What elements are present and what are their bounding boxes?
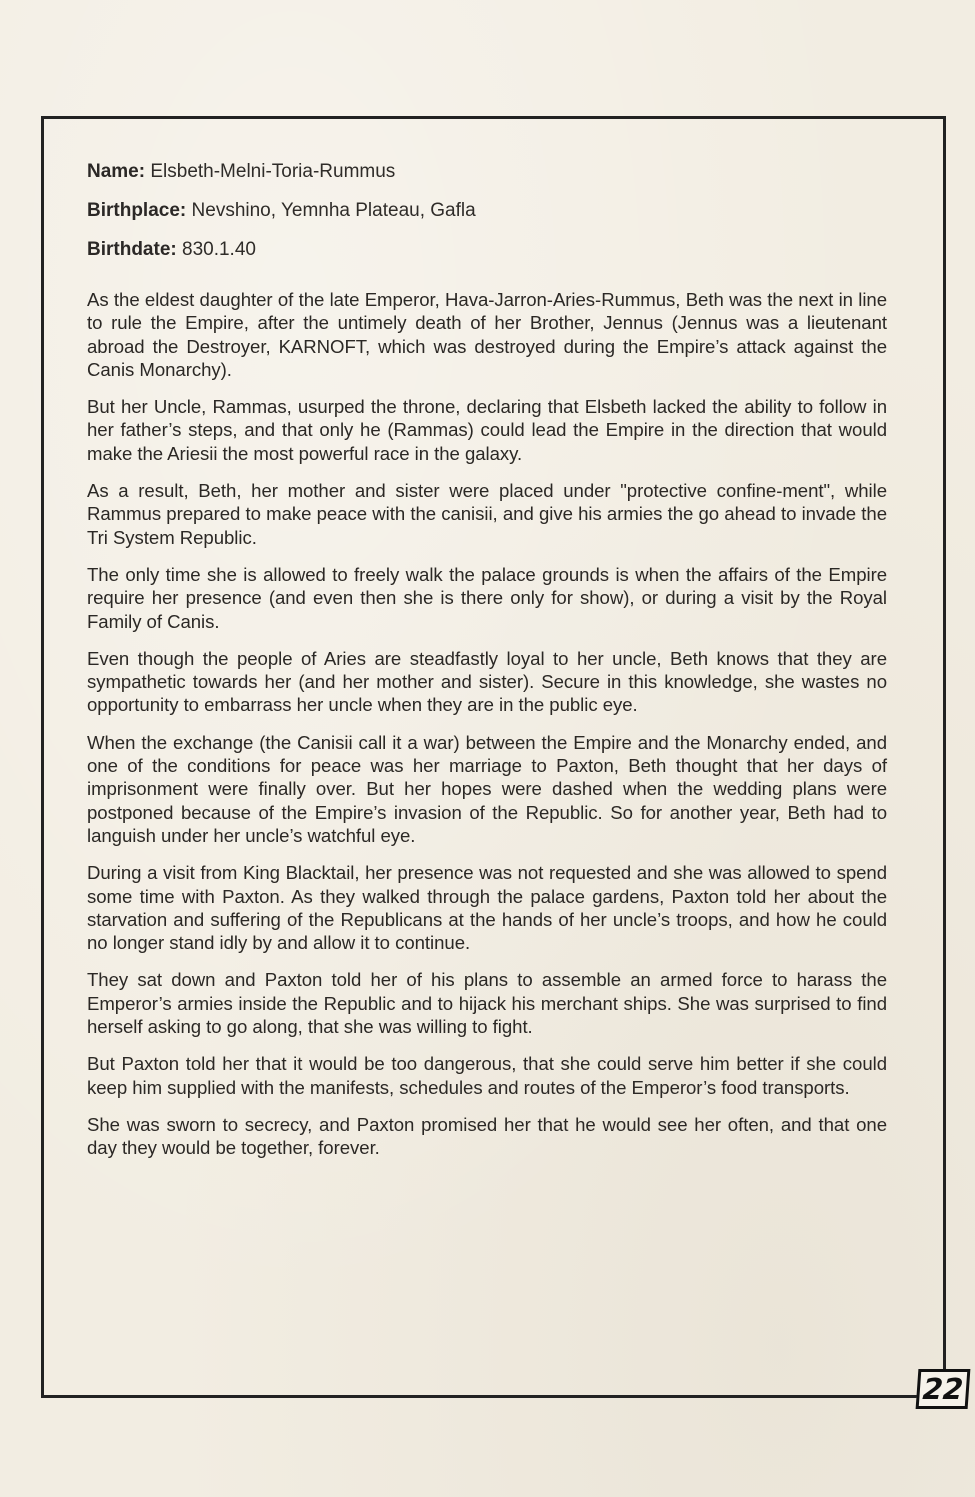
- name-label: Name:: [87, 161, 146, 182]
- document-body: [87, 160, 887, 1174]
- birthplace-label: Birthplace:: [87, 200, 187, 221]
- birthplace-value: Nevshino, Yemnha Plateau, Gafla: [191, 200, 476, 221]
- birthdate-label: Birthdate:: [87, 239, 177, 260]
- paragraph-1: As the eldest daughter of the late Emperor, Hava-Jarron-Aries-Rummus, Beth was the next in line to rule the Empire, after the untimely death of her Brother, Jennus (Jennus was a lieutenant abroad the Destroyer, KARNOFT, which was destroyed during the Empire’s attack against the Canis Monarchy).: [87, 289, 887, 380]
- paragraph-4: The only time she is allowed to freely walk the palace grounds is when the affairs of the Empire require her presence (and even then she is there only for show), or during a visit by the Royal Family of Canis.: [87, 563, 887, 632]
- paragraph-8: They sat down and Paxton told her of his plans to assemble an armed force to harass the Emperor’s armies inside the Republic and to hijack his merchant ships. She was surprised to find herself asking to go along, that she was willing to fight.: [87, 969, 887, 1038]
- paragraph-5: Even though the people of Aries are steadfastly loyal to her uncle, Beth knows that they are sympathetic towards her (and her mother and sister). Secure in this knowledge, she wastes no opportunity to embarrass her uncle when they are in the public eye.: [87, 647, 887, 716]
- page-number: 22: [921, 1372, 965, 1406]
- page-number-box: [916, 1369, 971, 1409]
- name-value: Elsbeth-Melni-Toria-Rummus: [150, 161, 396, 182]
- birthdate-value: 830.1.40: [182, 239, 256, 260]
- paragraph-6: When the exchange (the Canisii call it a war) between the Empire and the Monarchy ended, and one of the conditions for peace was her marriage to Paxton, Beth thought that her days of imprisonment were finally over. But her hopes were dashed when the wedding plans were postponed because of the Empire’s invasion of the Republic. So for another year, Beth had to languish under her uncle’s watchful eye.: [87, 731, 887, 846]
- paragraph-10: She was sworn to secrecy, and Paxton promised her that he would see her often, and that one day they would be together, forever.: [87, 1113, 887, 1159]
- paragraph-3: As a result, Beth, her mother and sister were placed under "protective confine-ment", while Rammus prepared to make peace with the canisii, and give his armies the go ahead to invade the Tri System Republic.: [87, 480, 887, 548]
- birthdate-field: [87, 238, 887, 262]
- profile-fields: [87, 160, 887, 262]
- birthplace-field: [87, 199, 887, 223]
- paragraph-7: During a visit from King Blacktail, her presence was not requested and she was allowed to spend some time with Paxton. As they walked through the palace gardens, Paxton told her about the starvation and suffering of the Republicans at the hands of her uncle’s troops, and how he could no longer stand idly by and allow it to continue.: [87, 862, 887, 954]
- name-field: [87, 160, 887, 184]
- paragraph-9: But Paxton told her that it would be too dangerous, that she could serve him better if she could keep him supplied with the manifests, schedules and routes of the Emperor’s food transports.: [87, 1053, 887, 1098]
- paragraph-2: But her Uncle, Rammas, usurped the throne, declaring that Elsbeth lacked the ability to follow in her father’s steps, and that only he (Rammas) could lead the Empire in the direction that would make the Ariesii the most powerful race in the galaxy.: [87, 396, 887, 464]
